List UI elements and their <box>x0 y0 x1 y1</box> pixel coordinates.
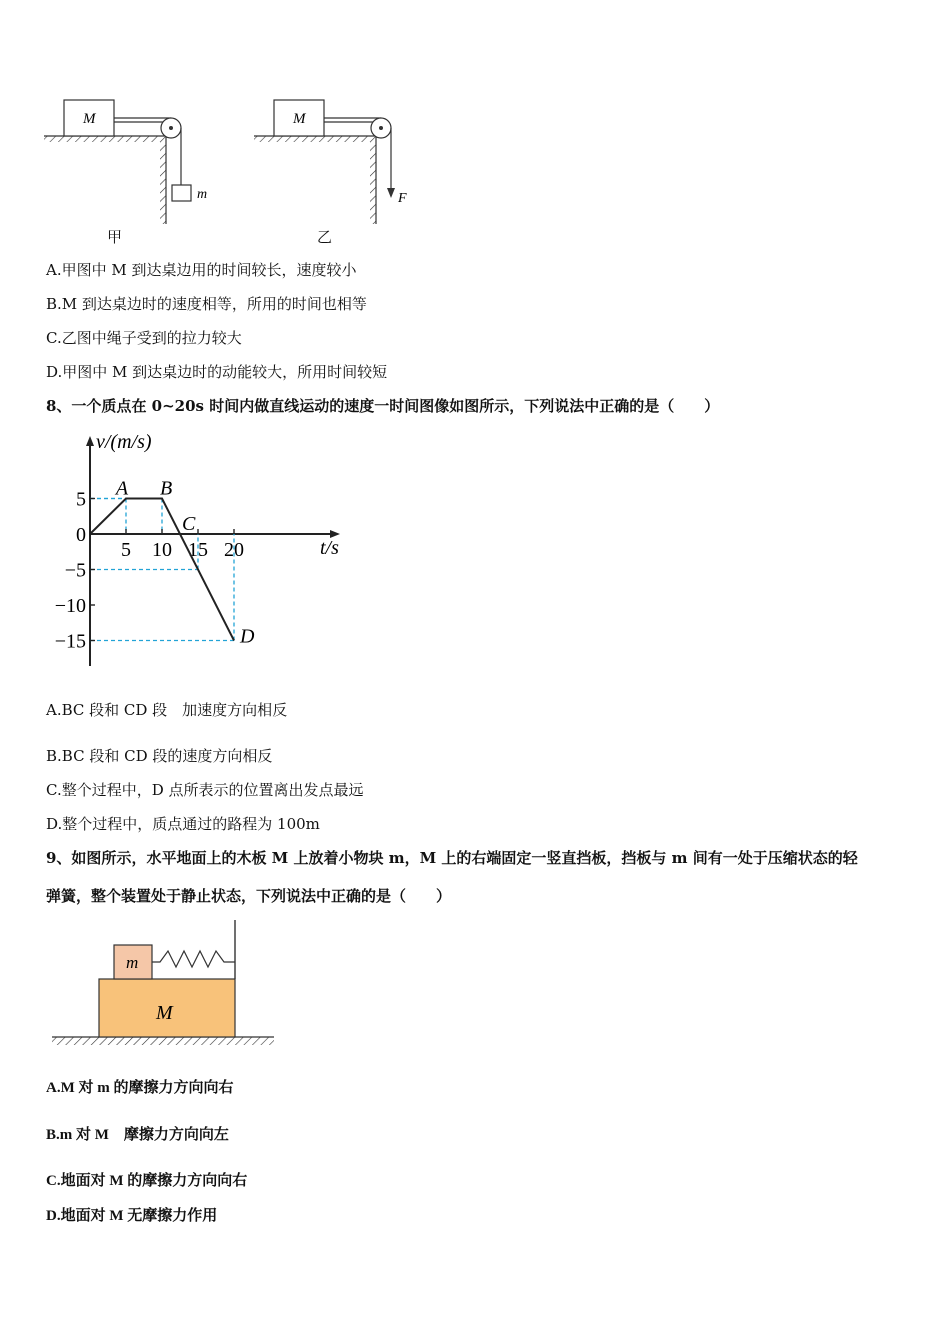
point-label-B: B <box>160 477 173 500</box>
block-M-label-yi: M <box>293 111 306 127</box>
board-M-label: M <box>156 1002 173 1024</box>
q7-option-a: A.甲图中 M 到达桌边用的时间较长，速度较小 <box>46 261 357 279</box>
t-axis-label: t/s <box>320 537 339 559</box>
block-m-label: m <box>126 953 139 972</box>
x-tick-label-2: 15 <box>188 539 208 561</box>
figure-jia <box>40 92 210 232</box>
q8-option-d: D.整个过程中，质点通过的路程为 100m <box>46 815 320 833</box>
force-F-label: F <box>398 191 407 206</box>
q8-option-c: C.整个过程中，D 点所表示的位置离出发点最远 <box>46 781 364 799</box>
y-tick-label-3: −10 <box>54 595 86 617</box>
v-axis-arrow <box>86 436 94 446</box>
caption-jia: 甲 <box>107 228 123 246</box>
q9-option-d: D.地面对 M 无摩擦力作用 <box>46 1208 218 1224</box>
q7-option-b: B.M 到达桌边时的速度相等，所用的时间也相等 <box>46 295 367 313</box>
y-tick-label-0: 5 <box>76 488 86 511</box>
q8-stem: 8、一个质点在 0~20s 时间内做直线运动的速度一时间图像如图所示，下列说法中正确的是（ ） <box>46 397 720 415</box>
y-tick-label-4: −15 <box>54 630 86 653</box>
x-tick-label-0: 5 <box>121 539 131 561</box>
q8-option-a: A.BC 段和 CD 段 加速度方向相反 <box>46 701 288 719</box>
hang-m-label: m <box>197 187 208 202</box>
y-tick-label-2: −5 <box>64 559 86 582</box>
q9-stem-line2: 弹簧，整个装置处于静止状态，下列说法中正确的是（ ） <box>46 887 452 905</box>
vt-chart <box>40 426 360 676</box>
spring-block-figure <box>48 918 278 1054</box>
q9-option-c: C.地面对 M 的摩擦力方向向右 <box>46 1173 248 1189</box>
v-axis-label: v/(m/s) <box>96 431 152 453</box>
q9-option-a: A.M 对 m 的摩擦力方向向右 <box>46 1080 234 1096</box>
x-tick-label-1: 10 <box>152 539 172 561</box>
x-tick-label-3: 20 <box>224 539 244 561</box>
q8-option-b: B.BC 段和 CD 段的速度方向相反 <box>46 747 273 765</box>
point-label-D: D <box>240 625 255 648</box>
q7-option-d: D.甲图中 M 到达桌边时的动能较大，所用时间较短 <box>46 363 388 381</box>
y-tick-label-1: 0 <box>76 524 86 546</box>
figure-yi <box>250 92 420 232</box>
point-label-A: A <box>115 477 129 500</box>
q9-option-b: B.m 对 M 摩擦力方向向左 <box>46 1127 229 1143</box>
q9-stem-line1: 9、如图所示，水平地面上的木板 M 上放着小物块 m，M 上的右端固定一竖直挡板，挡板与 m 间有一处于压缩状态的轻 <box>46 849 858 867</box>
point-label-C: C <box>182 513 196 535</box>
q7-option-c: C.乙图中绳子受到的拉力较大 <box>46 329 242 347</box>
block-M-label: M <box>83 111 96 127</box>
caption-yi: 乙 <box>317 228 333 246</box>
